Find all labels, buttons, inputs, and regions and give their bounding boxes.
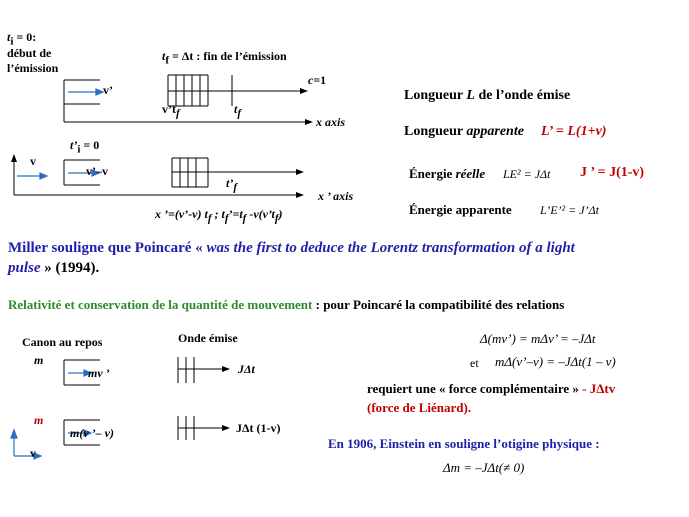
canon-label: Canon au repos xyxy=(22,335,103,349)
tprime-f-label: $t’_f$ xyxy=(226,176,238,194)
transform-formula: x ’=(v’-v) $t_f$ ; $t_f’=t_f$ $-v(v’t_f)$ xyxy=(155,207,283,225)
equation-3: Δm = –JΔt(≠ 0) xyxy=(443,460,525,475)
lienard-line: (force de Liénard). xyxy=(367,400,472,415)
mvv-label: m(v ’– v) xyxy=(70,426,114,440)
vprime-label: v’ xyxy=(103,83,113,97)
debut-line2: l’émission xyxy=(7,61,59,75)
miller-line2: pulse » (1994). xyxy=(8,260,100,276)
debut-line1: début de xyxy=(7,46,52,60)
jdt2-label: JΔt (1-v) xyxy=(236,421,281,435)
tf-label: $t_f = \Delta t$ : fin de l’émission xyxy=(162,49,287,67)
energie-apparente: Énergie apparente xyxy=(409,202,512,217)
miller-line1: Miller souligne que Poincaré « was the first to deduce the Lorentz transformation of a light xyxy=(8,240,575,256)
jdt-label: JΔt xyxy=(238,362,255,376)
m-red-label: m xyxy=(34,413,44,427)
x-axis-arrowhead xyxy=(305,119,313,125)
relativite-line: Relativité et conservation de la quantité de mouvement : pour Poincaré la compatibilité des relations xyxy=(8,297,565,312)
onde-label: Onde émise xyxy=(178,331,238,345)
tf2-label: $t_f$ xyxy=(234,102,242,120)
equation-1: Δ(mv’) = mΔv’ = –JΔt xyxy=(480,331,596,346)
energie-apparente-formula: L’E’² = J’Δt xyxy=(540,203,599,217)
m-label: m xyxy=(34,353,44,367)
equation-2: mΔ(v’–v) = –JΔt(1 – v) xyxy=(495,354,616,369)
longueur-apparente-formula: L’ = L(1+v) xyxy=(541,124,607,139)
tprime-i-label: $t’_i = 0$ xyxy=(70,138,100,156)
v-label-top: v xyxy=(30,154,36,168)
x-axis-label: x axis xyxy=(316,115,346,129)
energie-reelle: Énergie réelle xyxy=(409,166,486,181)
longueur-apparente: Longueur apparente xyxy=(404,124,524,139)
requiert-line: requiert une « force complémentaire » - JΔtv xyxy=(367,381,616,396)
energie-reelle-formula: LE² = JΔt xyxy=(503,167,551,181)
xprime-axis-label: x ’ axis xyxy=(318,189,354,203)
einstein-line: En 1906, Einstein en souligne l’otigine physique : xyxy=(328,436,600,451)
et-label: et xyxy=(470,356,479,370)
vminus-label: v’–v xyxy=(86,164,108,178)
mv-label: mv ’ xyxy=(88,366,110,380)
v-label-bottom: v xyxy=(30,446,36,460)
vtf-label: $v’t_f$ xyxy=(162,102,180,120)
ti-label: $t_i = 0$: xyxy=(7,30,37,48)
c-equals-1: c=1 xyxy=(308,73,327,87)
longueur-L: Longueur L de l’onde émise xyxy=(404,88,571,103)
j-prime-formula: J ’ = J(1-v) xyxy=(580,165,645,180)
